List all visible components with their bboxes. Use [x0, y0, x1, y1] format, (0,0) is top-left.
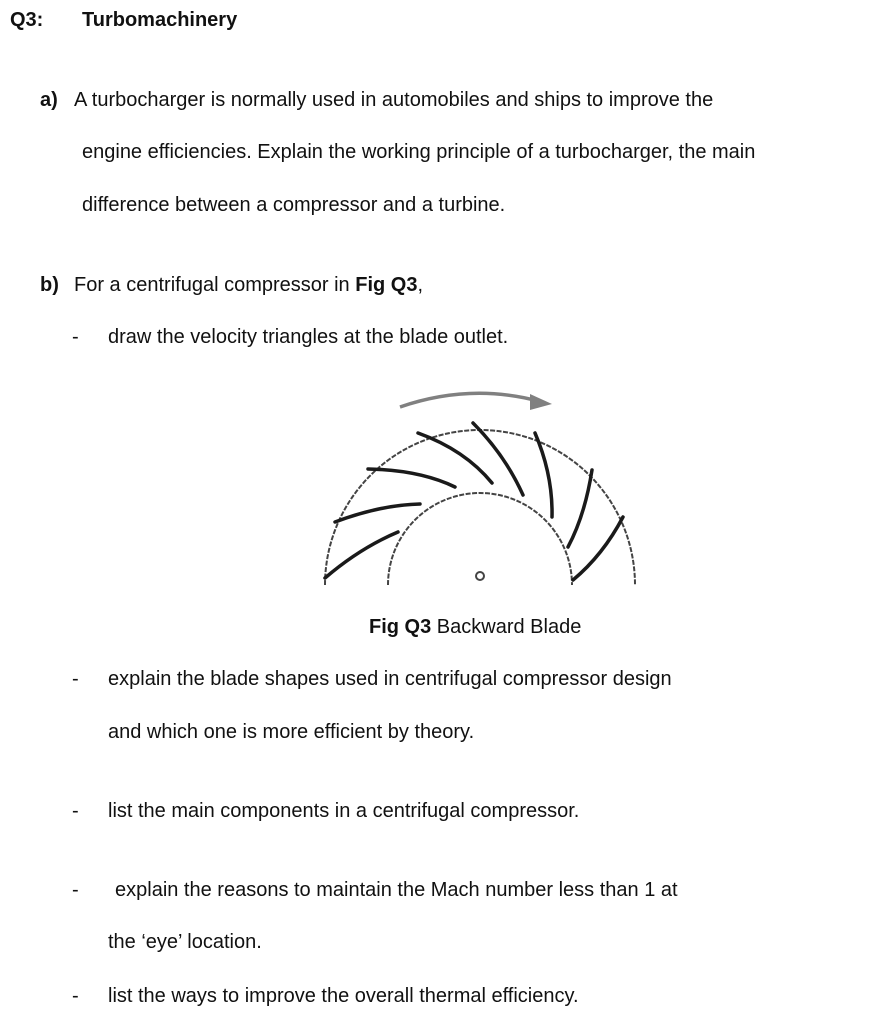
question-title: Turbomachinery	[82, 9, 238, 31]
blade	[568, 470, 592, 547]
part-b-item: and which one is more efficient by theory.	[108, 721, 475, 743]
bullet: -	[72, 879, 79, 901]
blade	[325, 532, 398, 578]
impeller-center	[476, 572, 484, 580]
part-b-item: list the main components in a centrifugal compressor.	[108, 800, 580, 822]
part-a-label: a)	[40, 89, 58, 111]
part-b-item: explain the blade shapes used in centrifugal compressor design	[108, 668, 672, 690]
impeller-outer-rim	[325, 430, 635, 585]
bullet: -	[72, 800, 79, 822]
part-a-line: difference between a compressor and a turbine.	[82, 194, 506, 216]
part-a-line: A turbocharger is normally used in automobiles and ships to improve the	[74, 89, 714, 111]
blade	[368, 469, 455, 487]
blade	[573, 517, 623, 580]
blade	[473, 423, 523, 495]
figure-caption: Fig Q3 Backward Blade	[369, 616, 582, 638]
bullet: -	[72, 668, 79, 690]
part-b-item: explain the reasons to maintain the Mach number less than 1 at	[115, 879, 678, 901]
part-a-line: engine efficiencies. Explain the working principle of a turbocharger, the main	[82, 141, 756, 163]
bullet: -	[72, 985, 79, 1007]
bullet: -	[72, 326, 79, 348]
question-number: Q3:	[10, 9, 44, 31]
rotation-arrow-icon	[400, 393, 538, 407]
blade	[335, 504, 420, 522]
arrow-head-icon	[530, 394, 552, 410]
part-b-item: draw the velocity triangles at the blade outlet.	[108, 326, 509, 348]
impeller-blades	[325, 423, 623, 580]
part-b-intro: For a centrifugal compressor in Fig Q3,	[74, 274, 424, 296]
part-b-item: the ‘eye’ location.	[108, 931, 262, 953]
part-b-label: b)	[40, 274, 59, 296]
part-b-item: list the ways to improve the overall thermal efficiency.	[108, 985, 579, 1007]
